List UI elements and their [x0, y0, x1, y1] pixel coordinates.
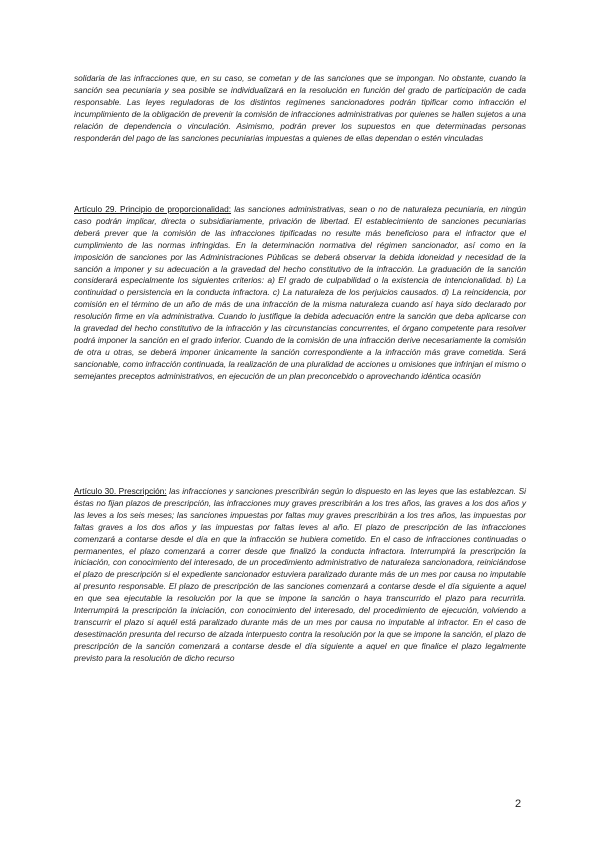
page-number: 2 — [515, 798, 522, 810]
paragraph-articulo-30 — [74, 486, 526, 665]
paragraph-articulo-29 — [74, 204, 526, 383]
article-30-body: las infracciones y sanciones prescribirán según lo dispuesto en las leyes que las establezcan. Si éstas no fijan plazos de prescripción, las infracciones muy graves prescribirán a los tres años, las graves a los dos años y las leves a los seis meses; las sanciones impuestas por faltas muy graves prescribirán a los tres años, las impuestas por faltas graves a los dos años y las impuestas por faltas leves al año. El plazo de prescripción de las infracciones comenzará a contarse desde el día en que la infracción se hubiera cometido. En el caso de infracciones continuadas o permanentes, el plazo comenzará a correr desde que finalizó la conducta infractora. Interrumpirá la prescripción la iniciación, con conocimiento del interesado, de un procedimiento administrativo de naturaleza sancionadora, reiniciándose el plazo de prescripción si el expediente sancionador estuviera paralizado durante más de un mes por causa no imputable al presunto responsable. El plazo de prescripción de las sanciones comenzará a contarse desde el día siguiente a aquel en que sea ejecutable la resolución por la que se impone la sanción o haya transcurrido el plazo para recurrirla. Interrumpirá la prescripción la iniciación, con conocimiento del interesado, del procedimiento de ejecución, volviendo a transcurrir el plazo si aquél está paralizado durante más de un mes por causa no imputable al infractor. En el caso de desestimación presunta del recurso de alzada interpuesto contra la resolución por la que se impone la sanción, el plazo de prescripción de la sanción comenzará a contarse desde el día siguiente a aquel en que finalice el plazo legalmente previsto para la resolución de dicho recurso — [74, 486, 526, 663]
article-29-heading: Artículo 29. Principio de proporcionalidad: — [74, 204, 232, 214]
article-29-body: las sanciones administrativas, sean o no de naturaleza pecuniaria, en ningún caso podrán implicar, directa o subsidiariamente, privación de libertad. El establecimiento de sanciones pecuniarias deberá prever que la comisión de las infracciones tipificadas no resulte más beneficioso para el infractor que el cumplimiento de las normas infringidas. En la determinación normativa del régimen sancionador, así como en la imposición de sanciones por las Administraciones Públicas se deberá observar la debida idoneidad y necesidad de la sanción a imponer y su adecuación a la gravedad del hecho constitutivo de la infracción. La graduación de la sanción considerará especialmente los siguientes criterios: a) El grado de culpabilidad o la existencia de intencionalidad. b) La continuidad o persistencia en la conducta infractora. c) La naturaleza de los perjuicios causados. d) La reincidencia, por comisión en el término de un año de más de una infracción de la misma naturaleza cuando así haya sido declarado por resolución firme en vía administrativa. Cuando lo justifique la debida adecuación entre la sanción que deba aplicarse con la gravedad del hecho constitutivo de la infracción y las circunstancias concurrentes, el órgano competente para resolver podrá imponer la sanción en el grado inferior. Cuando de la comisión de una infracción derive necesariamente la comisión de otra u otras, se deberá imponer únicamente la sanción correspondiente a la infracción más grave cometida. Será sancionable, como infracción continuada, la realización de una pluralidad de acciones u omisiones que infrinjan el mismo o semejantes preceptos administrativos, en ejecución de un plan preconcebido o aprovechando idéntica ocasión — [74, 204, 526, 381]
paragraph-solidaria — [74, 73, 526, 144]
article-30-heading: Artículo 30. Prescripción: — [74, 486, 167, 496]
paragraph-body: solidaria de las infracciones que, en su caso, se cometan y de las sanciones que se impongan. No obstante, cuando la sanción sea pecuniaria y sea posible se individualizará en la resolución en función del grado de participación de cada responsable. Las leyes reguladoras de los distintos regímenes sancionadores podrán tipificar como infracción el incumplimiento de la obligación de prevenir la comisión de infracciones administrativas por quienes se hallen sujetos a una relación de dependencia o vinculación. Asimismo, podrán prever los supuestos en que determinadas personas responderán del pago de las sanciones pecuniarias impuestas a quienes de ellas dependan o estén vinculadas — [74, 73, 526, 143]
